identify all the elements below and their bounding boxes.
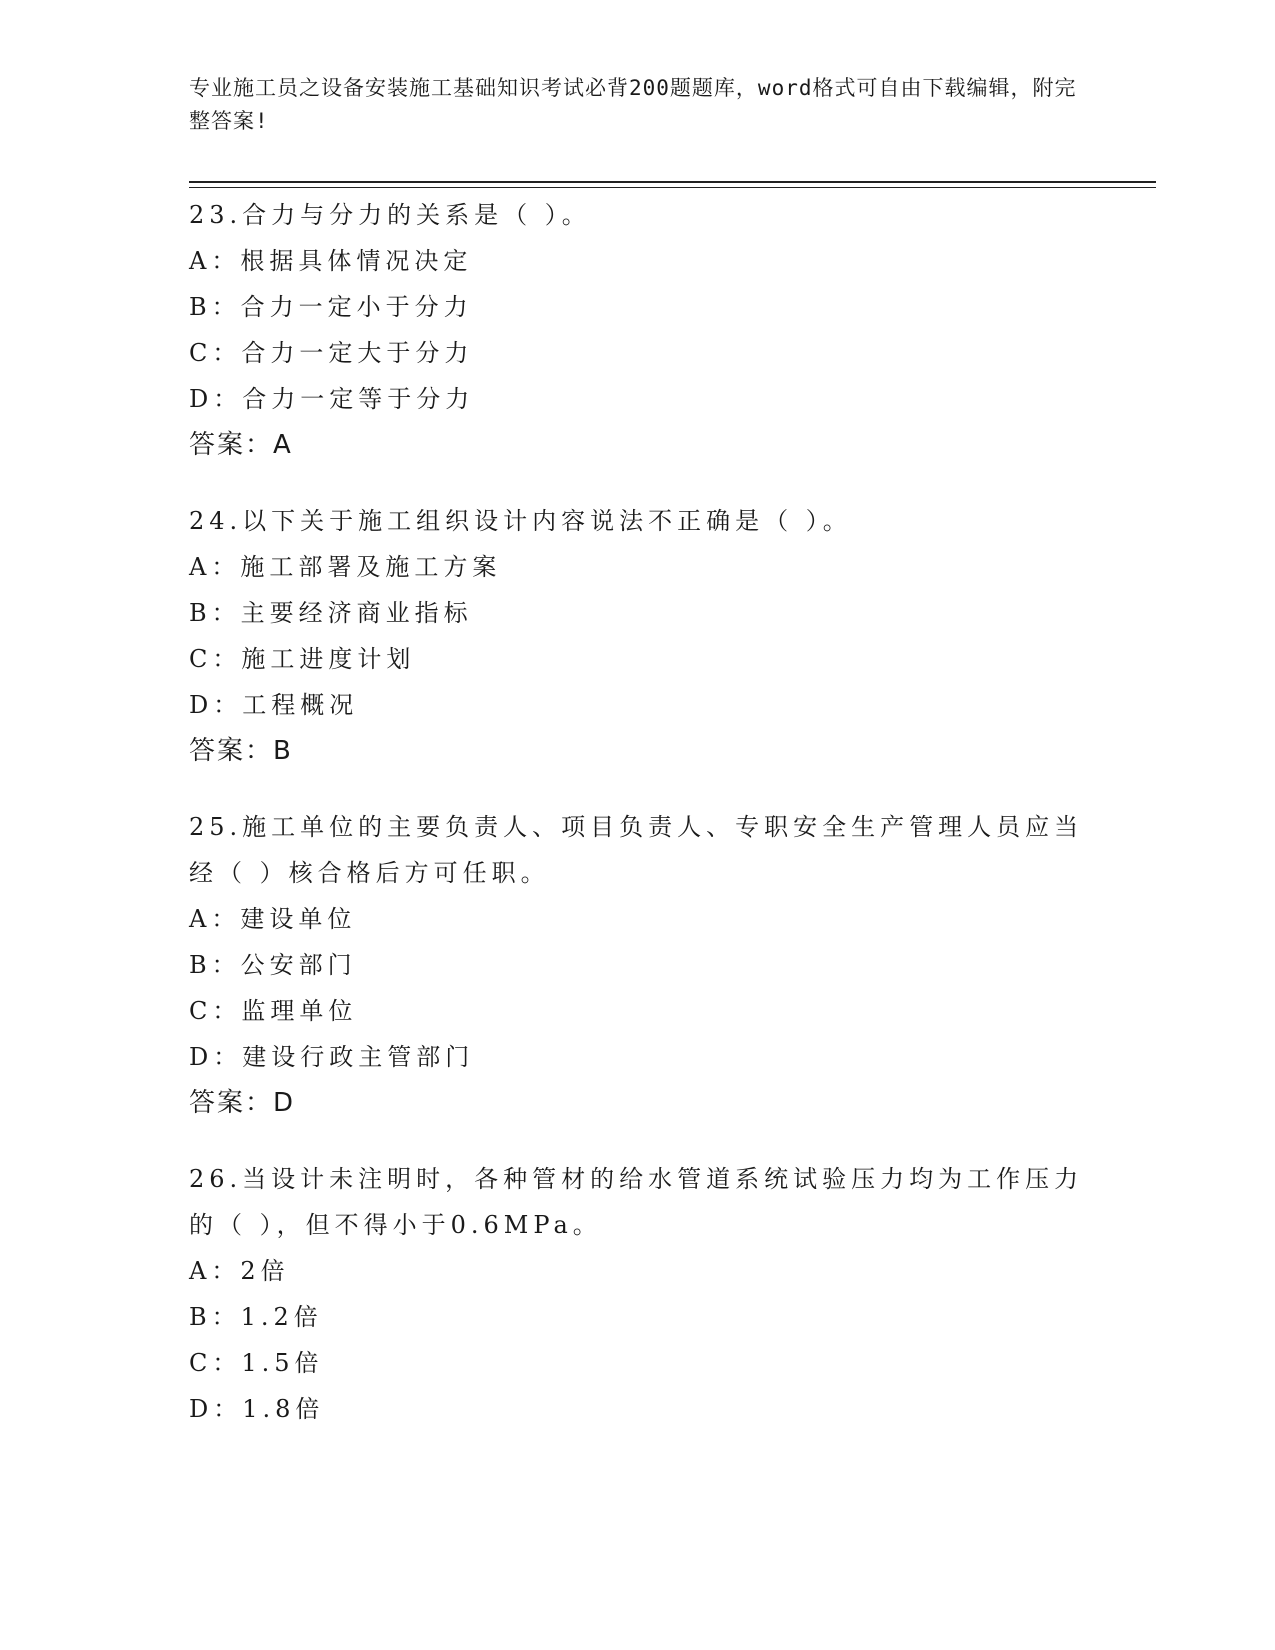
option-d: D：建设行政主管部门 [189, 1043, 475, 1071]
option-c: C：合力一定大于分力 [189, 339, 474, 367]
option-c: C：施工进度计划 [189, 645, 416, 673]
option-b: B：公安部门 [189, 951, 357, 979]
option-b: B：1.2倍 [189, 1303, 323, 1331]
option-d: D：工程概况 [189, 691, 359, 719]
document-header: 专业施工员之设备安装施工基础知识考试必背200题题库，word格式可自由下载编辑，附完整答案! [189, 76, 1077, 133]
answer: 答案：A [189, 430, 293, 460]
header-rule-thick [189, 181, 1156, 183]
header-rule-thin [189, 187, 1156, 188]
answer: 答案：B [189, 736, 293, 766]
option-c: C：监理单位 [189, 997, 358, 1025]
option-a: A：根据具体情况决定 [189, 247, 473, 275]
option-b: B：合力一定小于分力 [189, 293, 473, 321]
question-stem: 23.合力与分力的关系是（ ）。 [189, 201, 591, 229]
question-24 [189, 498, 1089, 774]
question-list [189, 192, 1089, 1462]
question-23 [189, 192, 1089, 468]
option-d: D：合力一定等于分力 [189, 385, 475, 413]
option-a: A：2倍 [189, 1257, 290, 1285]
option-a: A：建设单位 [189, 905, 357, 933]
option-c: C：1.5倍 [189, 1349, 324, 1377]
option-d: D：1.8倍 [189, 1395, 325, 1423]
question-stem: 26.当设计未注明时，各种管材的给水管道系统试验压力均为工作压力的（ ），但不得小于0.6MPa。 [189, 1165, 1084, 1239]
question-stem: 25.施工单位的主要负责人、项目负责人、专职安全生产管理人员应当经（ ）核合格后方可任职。 [189, 813, 1084, 887]
question-26 [189, 1156, 1089, 1432]
question-25 [189, 804, 1089, 1126]
answer: 答案：D [189, 1088, 296, 1118]
question-stem: 24.以下关于施工组织设计内容说法不正确是（ ）。 [189, 507, 852, 535]
option-a: A：施工部署及施工方案 [189, 553, 502, 581]
option-b: B：主要经济商业指标 [189, 599, 473, 627]
